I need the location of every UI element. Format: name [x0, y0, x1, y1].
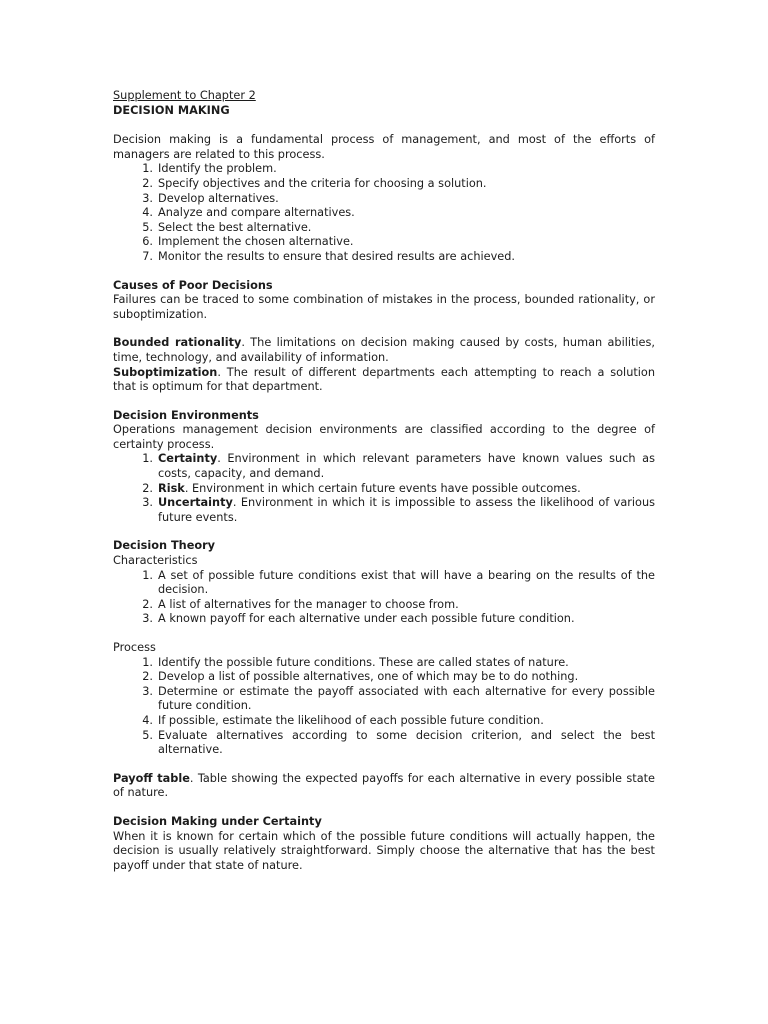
- list-item: 2. A list of alternatives for the manager to choose from.: [142, 597, 459, 611]
- payoff-table-definition: Payoff table. Table showing the expected payoffs for each alternative in every possible state of nature.: [113, 771, 655, 800]
- certainty-paragraph: When it is known for certain which of the possible future conditions will actually happen, the decision is usually relatively straightforward. Simply choose the alternative that has the best payoff under that state of nature.: [113, 829, 655, 872]
- list-item: 5. Evaluate alternatives according to some decision criterion, and select the best alternative.: [142, 728, 655, 757]
- causes-section: [113, 279, 655, 323]
- characteristics-label: Characteristics: [113, 554, 198, 568]
- bounded-rationality-definition: Bounded rationality. The limitations on decision making caused by costs, human abilities, time, technology, and availability of information.: [113, 336, 655, 364]
- list-item: 1. A set of possible future conditions exist that will have a bearing on the results of the decision.: [142, 568, 655, 597]
- list-item: 2. Risk. Environment in which certain future events have possible outcomes.: [142, 481, 581, 495]
- theory-section: [113, 539, 655, 757]
- environments-section: [113, 409, 655, 526]
- causes-paragraph: Failures can be traced to some combination of mistakes in the process, bounded rationality, or suboptimization.: [113, 293, 655, 321]
- list-item: 1. Identify the possible future conditions. These are called states of nature.: [142, 655, 569, 669]
- environments-paragraph: Operations management decision environments are classified according to the degree of certainty process.: [113, 423, 655, 451]
- supplement-label: Supplement to Chapter 2: [113, 89, 256, 102]
- payoff-section: [113, 772, 655, 801]
- section-heading: Decision Making under Certainty: [113, 814, 322, 828]
- section-heading: Causes of Poor Decisions: [113, 278, 273, 292]
- list-item: 5. Select the best alternative.: [142, 220, 312, 234]
- suboptimization-definition: Suboptimization. The result of different departments each attempting to reach a solution that is optimum for that department.: [113, 365, 655, 394]
- document-title: DECISION MAKING: [113, 103, 230, 117]
- section-heading: Decision Theory: [113, 539, 216, 553]
- certainty-section: [113, 815, 655, 873]
- list-item: 2. Specify objectives and the criteria for choosing a solution.: [142, 176, 487, 190]
- definitions-section: [113, 336, 655, 394]
- characteristics-list: [113, 569, 655, 627]
- list-item: 4. Analyze and compare alternatives.: [142, 206, 355, 220]
- list-item: 4. If possible, estimate the likelihood of each possible future condition.: [142, 713, 544, 727]
- list-item: 6. Implement the chosen alternative.: [142, 235, 354, 249]
- list-item: 3. Determine or estimate the payoff associated with each alternative for every possible future condition.: [142, 684, 655, 713]
- document-page: [113, 89, 655, 873]
- process-list: [113, 656, 655, 758]
- process-label: Process: [113, 641, 156, 654]
- environments-list: [113, 452, 655, 525]
- list-item: 3. Develop alternatives.: [142, 191, 279, 205]
- list-item: 3. Uncertainty. Environment in which it is impossible to assess the likelihood of various future events.: [142, 496, 655, 524]
- section-heading: Decision Environments: [113, 408, 259, 422]
- decision-steps-list: [113, 162, 655, 264]
- list-item: 7. Monitor the results to ensure that desired results are achieved.: [142, 249, 515, 263]
- list-item: 2. Develop a list of possible alternatives, one of which may be to do nothing.: [142, 670, 579, 684]
- intro-paragraph: Decision making is a fundamental process of management, and most of the efforts of managers are related to this process.: [113, 133, 655, 161]
- list-item: 1. Certainty. Environment in which relevant parameters have known values such as costs, capacity, and demand.: [142, 452, 655, 481]
- list-item: 1. Identify the problem.: [142, 162, 277, 176]
- list-item: 3. A known payoff for each alternative under each possible future condition.: [142, 612, 575, 626]
